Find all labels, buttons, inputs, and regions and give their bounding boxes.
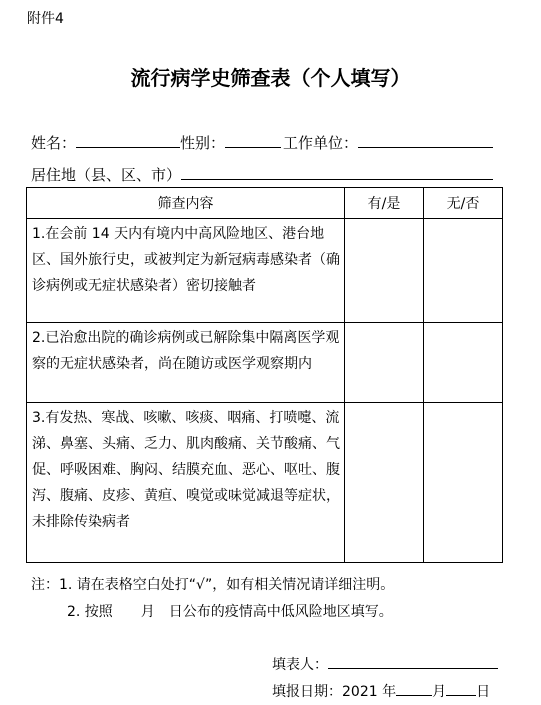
name-label: 姓名： [31,134,77,152]
filler-label: 填表人： [272,657,328,673]
row-3-content: 3.有发热、寒战、咳嗽、咳痰、咽痛、打喷嚏、流涕、鼻塞、头痛、乏力、肌肉酸痛、关节酸痛、气促、呼吸困难、胸闷、结膜充血、恶心、呕吐、腹泻、腹痛、皮疹、黄疸、嗅觉或味觉减退等症状，未排除传染病者 [27,403,345,563]
note-1: 注：1. 请在表格空白处打“√”，如有相关情况请详细注明。 [31,577,395,593]
row-2-yes-cell[interactable] [345,323,424,403]
day-field[interactable] [446,681,476,696]
residence-field[interactable] [181,165,493,180]
table-header-row [27,188,503,219]
filler-row [272,654,498,674]
row-2-content: 2.已治愈出院的确诊病例或已解除集中隔离医学观察的无症状感染者，尚在随访或医学观察期内 [27,323,345,403]
name-field[interactable] [76,133,180,148]
note-2: 2. 按照 月 日公布的疫情高中低风险地区填写。 [67,604,393,620]
row-1-no-cell[interactable] [424,219,503,323]
filler-field[interactable] [328,654,498,669]
row-1-content: 1.在会前 14 天内有境内中高风险地区、港台地区、国外旅行史，或被判定为新冠病毒感染者（确诊病例或无症状感染者）密切接触者 [27,219,345,323]
row-2-no-cell[interactable] [424,323,503,403]
residence-row [31,164,493,185]
header-yes: 有/是 [345,188,424,219]
row-3-yes-cell[interactable] [345,403,424,563]
info-row [31,132,493,153]
work-unit-field[interactable] [358,133,493,148]
gender-field[interactable] [225,133,281,148]
row-3-no-cell[interactable] [424,403,503,563]
residence-label: 居住地（县、区、市） [31,166,182,184]
row-1-yes-cell[interactable] [345,219,424,323]
header-no: 无/否 [424,188,503,219]
notes [31,572,394,626]
month-label: 月 [432,684,447,700]
gender-label: 性别： [180,134,226,152]
table-row [27,323,503,403]
attachment-label: 附件4 [27,11,64,27]
screening-table [26,187,503,563]
month-field[interactable] [396,681,432,696]
table-row [27,219,503,323]
day-label: 日 [476,684,491,700]
date-row [272,681,490,701]
table-row [27,403,503,563]
header-screening-content: 筛查内容 [27,188,345,219]
date-prefix: 填报日期：2021 年 [272,684,397,700]
form-title: 流行病学史筛查表（个人填写） [130,66,411,90]
work-unit-label: 工作单位： [283,134,359,152]
